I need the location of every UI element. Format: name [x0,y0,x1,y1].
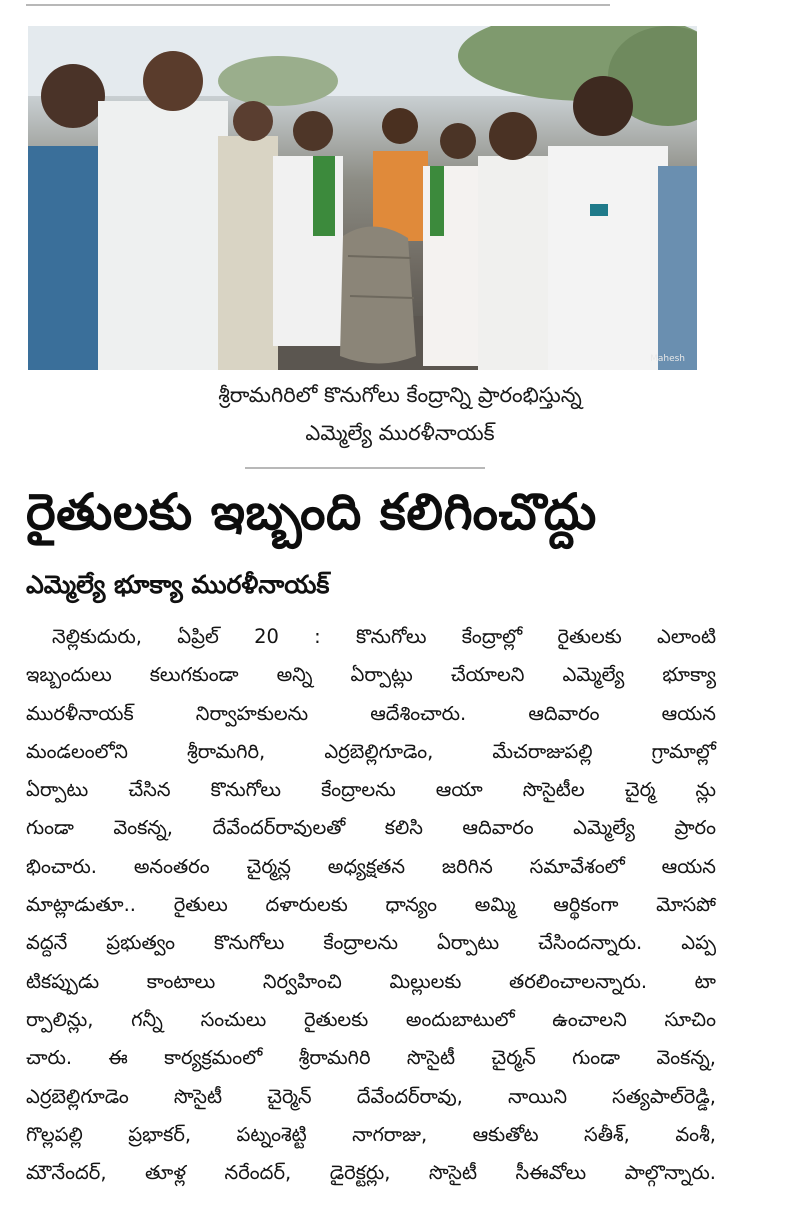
photo-caption-line-1: శ్రీరామగిరిలో కొనుగోలు కేంద్రాన్ని ప్రారంభిస్తున్న [218,383,582,407]
news-photo-illustration [28,26,697,370]
body-line: ఇబ్బందులు కలుగకుండా అన్ని ఏర్పాట్లు చేయాలని ఎమ్మెల్యే భూక్యా [26,663,716,687]
body-line: భించారు. అనంతరం చైర్మన్ల అధ్యక్షతన జరిగిన సమావేశంలో ఆయన [26,854,716,878]
caption-divider [245,467,485,469]
body-line: ఎర్రబెల్లిగూడెం సొసైటీ చైర్మెన్ దేవేందర్‌రావు, నాయిని సత్యపాల్‌రెడ్డి, [26,1084,716,1108]
body-line: వద్దనే ప్రభుత్వం కొనుగోలు కేంద్రాలను ఏర్పాటు చేసిందన్నారు. ఎప్ప [26,931,716,955]
body-line: చారు. ఈ కార్యక్రమంలో శ్రీరామగిరి సొసైటీ చైర్మన్ గుండా వెంకన్న, [26,1046,716,1070]
body-line: మురళీనాయక్ నిర్వాహకులను ఆదేశించారు. ఆదివారం ఆయన [26,701,716,725]
body-line: టికప్పుడు కాంటాలు నిర్వహించి మిల్లులకు తరలించాలన్నారు. టా [26,969,716,993]
body-line: మౌనేందర్, తూళ్ల నరేందర్, డైరెక్టర్లు, సొసైటీ సీఈవోలు పాల్గొన్నారు. [26,1161,716,1185]
top-divider [26,4,610,6]
body-line: గుండా వెంకన్న, దేవేందర్‌రావులతో కలిసి ఆదివారం ఎమ్మెల్యే ప్రారం [26,816,716,840]
body-line: మాట్లాడుతూ.. రైతులు దళారులకు ధాన్యం అమ్మి ఆర్థికంగా మోసపో [26,893,716,917]
body-line: గొల్లపల్లి ప్రభాకర్, పట్నంశెట్టి నాగరాజు, ఆకుతోట సతీశ్, వంశీ, [26,1122,716,1146]
article-headline: రైతులకు ఇబ్బంది కలిగించొద్దు [26,483,597,541]
article-subheadline: ఎమ్మెల్యే భూక్యా మురళీనాయక్ [26,570,330,599]
article-body [26,618,716,1192]
body-line: నెల్లికుదురు, ఏప్రిల్ 20 : కొనుగోలు కేంద్రాల్లో రైతులకు ఎలాంటి [52,625,716,648]
body-line: ఏర్పాటు చేసిన కొనుగోలు కేంద్రాలను ఆయా సొసైటీల చైర్మ న్లు [26,778,716,802]
body-line: మండలంలోని శ్రీరామగిరి, ఎర్రబెల్లిగూడెం, మేచరాజుపల్లి గ్రామాల్లో [26,739,716,763]
photo-credit: Mahesh [650,354,685,364]
photo-caption-line-2: ఎమ్మెల్యే మురళీనాయక్ [305,421,495,445]
news-photo [28,26,697,370]
body-line: ర్పాలిన్లు, గన్నీ సంచులు రైతులకు అందుబాటులో ఉంచాలని సూచిం [26,1007,716,1031]
